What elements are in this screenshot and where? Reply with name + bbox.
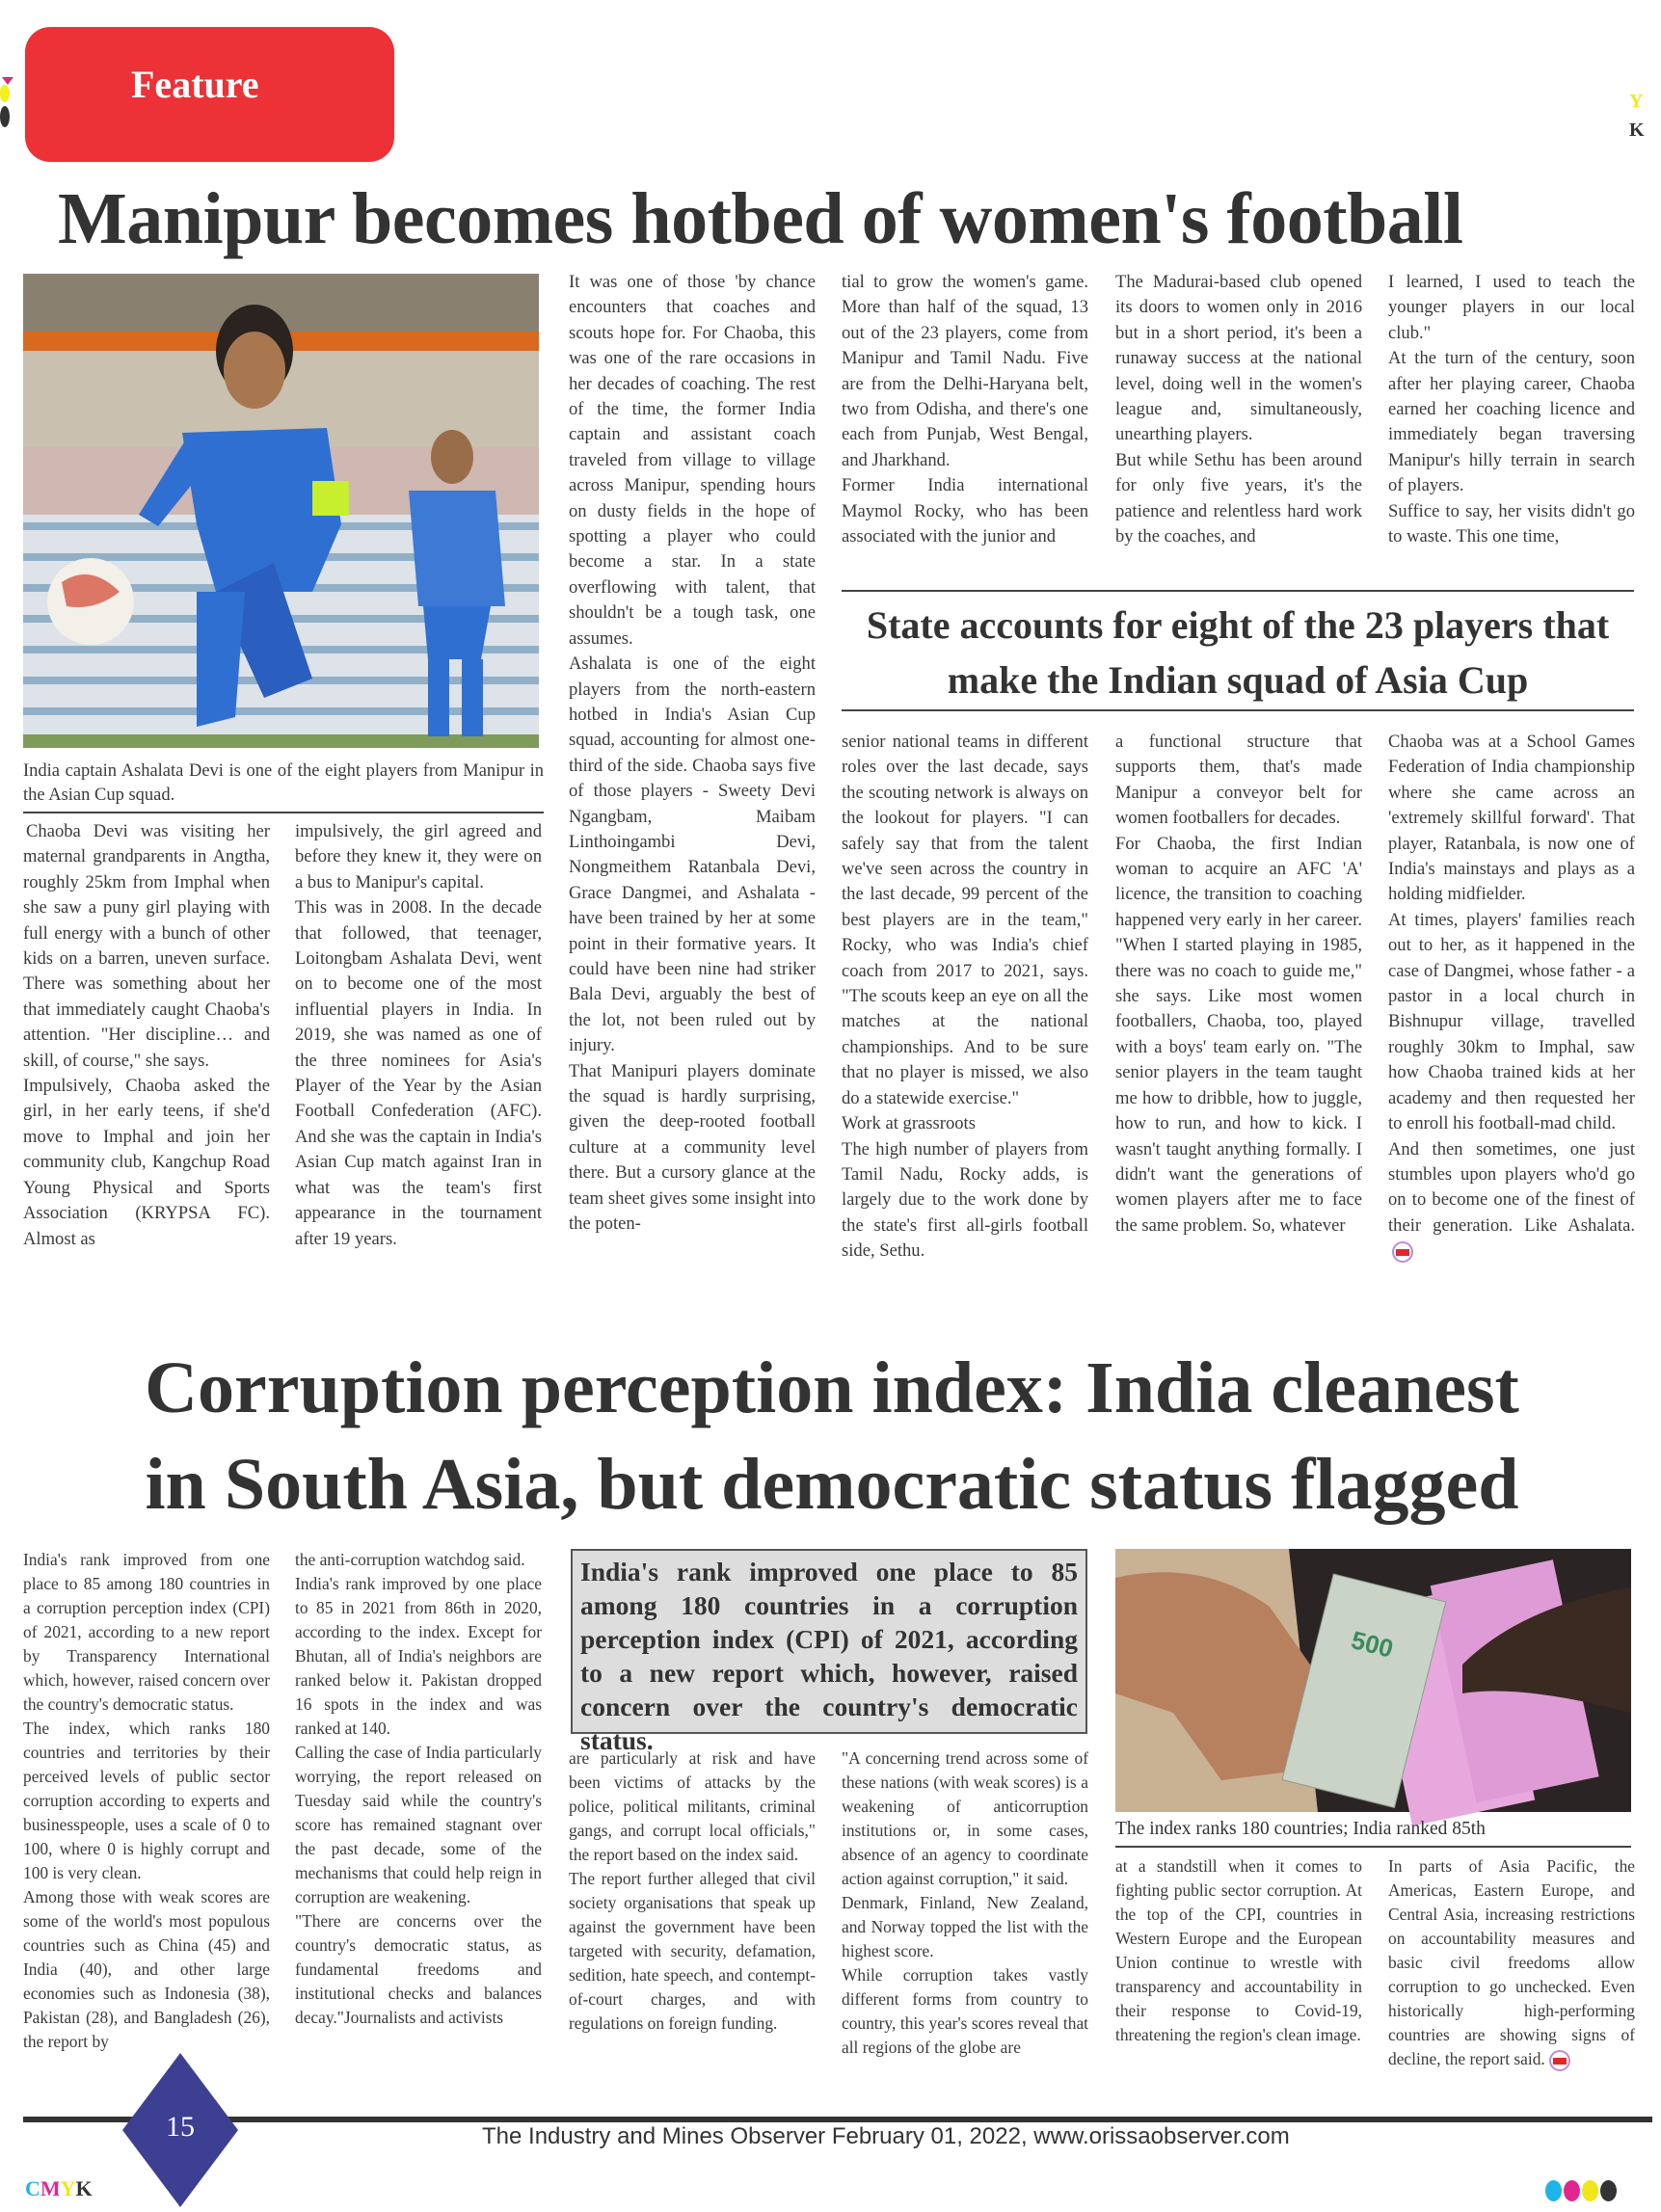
paragraph: Former India international Maymol Rocky, who has been associated with the junior and: [842, 475, 1088, 547]
article1-subheadline: State accounts for eight of the 23 players that make the Indian squad of Asia Cup: [842, 590, 1634, 711]
article2-photo-caption: The index ranks 180 countries; India ranked 85th: [1115, 1817, 1631, 1848]
page-number: 15: [166, 2111, 195, 2143]
paragraph: Calling the case of India particularly worrying, the report released on Tuesday said while the country's score has remained stagnant over the past decade, some of the mechanisms that could help reign in corruption are weakening.: [295, 1743, 542, 1906]
paragraph-text: And then sometimes, one just stumbles upon players who'd go on to become one of the finest of their generation. Like Ashalata.: [1388, 1138, 1635, 1236]
paragraph: "A concerning trend across some of these nations (with weak scores) is a weakening of anticorruption institutions or, in some cases, absence of an agency to coordinate action against corruption," it said.: [842, 1748, 1088, 1888]
article2-column-6: [1388, 1854, 1635, 2068]
black-dot: [1600, 2180, 1617, 2201]
svg-text:500: 500: [1348, 1625, 1397, 1664]
paragraph: At times, players' families reach out to her, as it happened in the case of Dangmei, whose father - a pastor in a local church in Bishnupur village, travelled roughly 30km to Imphal, saw how Chaoba trained kids at her academy and then requested her to enroll his football-mad child.: [1388, 909, 1635, 1134]
paragraph: The report further alleged that civil society organisations that speak up against the government have been targeted with security, defamation, sedition, hate speech, and contempt-of-court charges, and with regulations on foreign funding.: [569, 1869, 816, 2033]
end-mark-icon: [1392, 1241, 1413, 1263]
page-number-badge: [122, 2053, 238, 2207]
article1-column-5: [1115, 270, 1362, 578]
paragraph: While corruption takes vastly different forms from country to country, this year's scores reveal that all regions of the globe are: [842, 1965, 1088, 2057]
article1-headline: Manipur becomes hotbed of women's football: [58, 178, 1463, 259]
article2-pull-quote: India's rank improved one place to 85 among 180 countries in a corruption perception index (CPI) of 2021, according to a new report which, however, raised concern over the country's democratic status.: [571, 1549, 1087, 1734]
article2-column-2: [295, 1548, 542, 2049]
article1-photo-caption: India captain Ashalata Devi is one of the eight players from Manipur in the Asian Cup squad.: [23, 760, 544, 813]
article2-headline: [27, 1340, 1637, 1532]
paragraph: For Chaoba, the first Indian woman to acquire an AFC 'A' licence, the transition to coaching happened very early in her career. "When I started playing in 1985, there was no coach to guide me," she says. Like most women footballers, Chaoba, too, played with a boys' team early on. "The senior players in the team taught me how to dribble, how to juggle, how to run, and how to kick. I wasn't taught anything formally. I didn't want the generations of women players after me to face the same problem. So, whatever: [1115, 833, 1362, 1236]
paragraph: senior national teams in different roles over the last decade, says the scouting network is always on the lookout for players. "I can safely say that from the talent we've seen across the country in the last decade, 99 percent of the best players are in the team," Rocky, who was India's chief coach from 2017 to 2021, says. "The scouts keep an eye on all the matches at the national championships. And to be sure that no player is missed, we also do a statewide exercise.": [842, 732, 1088, 1108]
article1-column-7: [842, 730, 1088, 1320]
paragraph: The high number of players from Tamil Nadu, Rocky adds, is largely due to the work done by the state's first all-girls football side, Sethu.: [842, 1138, 1088, 1262]
paragraph: are particularly at risk and have been victims of attacks by the police, political militants, criminal gangs, and corrupt local officials," the report based on the index said.: [569, 1748, 816, 1864]
article2-column-1: [23, 1548, 270, 2049]
article2-column-5: [1115, 1854, 1362, 2047]
article1-column-3: [569, 270, 816, 1320]
footer-rule: [23, 2117, 1652, 2122]
paragraph: at a standstill when it comes to fighting public sector corruption. At the top of the CPI, countries in Western Europe and the European Union continue to wrestle with transparency and accountability in their response to Covid-19, threatening the region's clean image.: [1115, 1856, 1362, 2044]
footballer-photo: [23, 274, 539, 748]
registration-dot-magenta: [2, 77, 13, 85]
paragraph: I learned, I used to teach the younger players in our local club.": [1388, 272, 1635, 343]
paragraph: Chaoba Devi was visiting her maternal grandparents in Angtha, roughly 25km from Imphal when she saw a puny girl playing with full energy with a bunch of other kids on a barren, uneven surface. There was something about her that immediately caught Chaoba's attention. "Her discipline… and skill, of course," she says.: [23, 821, 270, 1071]
cmyk-text: CMYK: [25, 2176, 93, 2200]
article1-column-6: [1388, 270, 1635, 578]
paragraph: But while Sethu has been around for only five years, it's the patience and relentless hard work by the coaches, and: [1115, 449, 1362, 547]
paragraph: It was one of those 'by chance encounters that coaches and scouts hope for. For Chaoba, this was one of the rare occasions in her decades of coaching. The rest of the time, the former India captain and assistant coach traveled from village to village across Manipur, spending hours on dusty fields in the hope of spotting a player who could become a star. In a state overflowing with talent, that shouldn't be a tough task, one assumes.: [569, 272, 816, 649]
paragraph: Denmark, Finland, New Zealand, and Norway topped the list with the highest score.: [842, 1893, 1088, 1960]
registration-dot-black: [0, 106, 10, 127]
paragraph: This was in 2008. In the decade that followed, that teenager, Loitongbam Ashalata Devi, went on to become one of the most influential players in India. In 2019, she was named as one of the three nominees for Asia's Player of the Year by the Asian Football Confederation (AFC). And she was the captain in India's Asian Cup match against Iran in what was the team's first appearance in the tournament after 19 years.: [295, 897, 542, 1249]
paragraph: Impulsively, Chaoba asked the girl, in her early teens, if she'd move to Imphal and join her community club, Kangchup Road Young Physical and Sports Association (KRYPSA FC). Almost as: [23, 1076, 270, 1249]
end-mark-icon: [1549, 2050, 1570, 2071]
article1-column-4: [842, 270, 1088, 578]
paragraph-text: In parts of Asia Pacific, the Americas, Eastern Europe, and Central Asia, increasing restrictions on accountability measures and basic civil freedoms allow corruption to go unchecked. Even historically high-performing countries are showing signs of decline, the report said.: [1388, 1856, 1635, 2068]
paragraph: impulsively, the girl agreed and before they knew it, they were on a bus to Manipur's capital.: [295, 821, 542, 893]
currency-notes-photo: [1115, 1549, 1631, 1812]
paragraph: The Madurai-based club opened its doors to women only in 2016 but in a short period, it's been a runaway success at the national level, doing well in the women's league and, simultaneously, unearthing players.: [1115, 272, 1362, 445]
paragraph: "There are concerns over the country's democratic status, as fundamental freedoms and institutional checks and balances decay."Journalists and activists: [295, 1911, 542, 2027]
section-label: Feature: [131, 63, 259, 106]
section-subhead: Work at grassroots: [842, 1113, 976, 1134]
paragraph: [1388, 1854, 1635, 2071]
article1-column-9: [1388, 730, 1635, 1320]
color-registration-dots: [1545, 2180, 1617, 2201]
paragraph: India's rank improved by one place to 85 in 2021 from 86th in 2020, according to the index. Except for Bhutan, all of India's neighbors are ranked below it. Pakistan dropped 16 spots in the index and was ranked at 140.: [295, 1574, 542, 1738]
registration-dot-yellow: [0, 85, 10, 102]
article2-headline-line1: Corruption perception index: India cleanest: [145, 1347, 1519, 1428]
paragraph: The index, which ranks 180 countries and territories by their perceived levels of public sector corruption according to experts and businesspeople, uses a scale of 0 to 100, where 0 is highly corrupt and 100 is very clean.: [23, 1719, 270, 1882]
cmyk-label: [25, 2176, 93, 2201]
article2-column-3: [569, 1746, 816, 2065]
paragraph: Among those with weak scores are some of the world's most populous countries such as China (45) and India (40), and other large economies such as Indonesia (38), Pakistan (28), and Bangladesh (26), the report by: [23, 1887, 270, 2051]
article2-column-4: [842, 1746, 1088, 2065]
publication-line: The Industry and Mines Observer February 01, 2022, www.orissaobserver.com: [482, 2123, 1290, 2149]
paragraph: That Manipuri players dominate the squad is hardly surprising, given the deep-rooted football culture at a community level there. But a cursory glance at the team sheet gives some insight into the poten-: [569, 1060, 816, 1235]
reg-mark-k: K: [1629, 120, 1645, 141]
article1-column-8: [1115, 730, 1362, 1320]
yellow-dot: [1582, 2180, 1598, 2201]
paragraph: a functional structure that supports them, that's made Manipur a conveyor belt for women footballers for decades.: [1115, 732, 1362, 829]
paragraph: Suffice to say, her visits didn't go to waste. This one time,: [1388, 500, 1635, 547]
paragraph: tial to grow the women's game. More than half of the squad, 13 out of the 23 players, come from Manipur and Tamil Nadu. Five are from the Delhi-Haryana belt, two from Odisha, and there's one each from Punjab, West Bengal, and Jharkhand.: [842, 272, 1088, 470]
paragraph: Chaoba was at a School Games Federation of India championship where she came across an 'extremely skillful forward'. That player, Ratanbala, is now one of India's mainstays and plays as a holding midfielder.: [1388, 732, 1635, 905]
section-tab-feature: [25, 27, 394, 162]
paragraph: [1388, 1137, 1635, 1265]
paragraph: At the turn of the century, soon after her playing career, Chaoba earned her coaching licence and immediately began traversing Manipur's hilly terrain in search of players.: [1388, 348, 1635, 496]
article2-headline-line2: in South Asia, but democratic status flagged: [145, 1444, 1519, 1525]
article1-column-1: [23, 819, 270, 1320]
article1-column-2: [295, 819, 542, 1320]
paragraph: India's rank improved from one place to 85 among 180 countries in a corruption perception index (CPI) of 2021, according to a new report by Transparency International which, however, raised concern over the country's democratic status.: [23, 1550, 270, 1714]
reg-mark-y: Y: [1629, 91, 1644, 112]
paragraph: Ashalata is one of the eight players from the north-eastern hotbed in India's Asian Cup squad, accounting for almost one-third of the side. Chaoba says five of those players - Sweety Devi Ngangbam, Maibam Linthoingambi Devi, Nongmeithem Ratanbala Devi, Grace Dangmei, and Ashalata - have been trained by her at some point in their formative years. It could have been nine had striker Bala Devi, arguably the best of the lot, not been ruled out by injury.: [569, 653, 816, 1056]
cyan-dot: [1545, 2180, 1562, 2201]
paragraph: the anti-corruption watchdog said.: [295, 1550, 525, 1569]
magenta-dot: [1564, 2180, 1580, 2201]
